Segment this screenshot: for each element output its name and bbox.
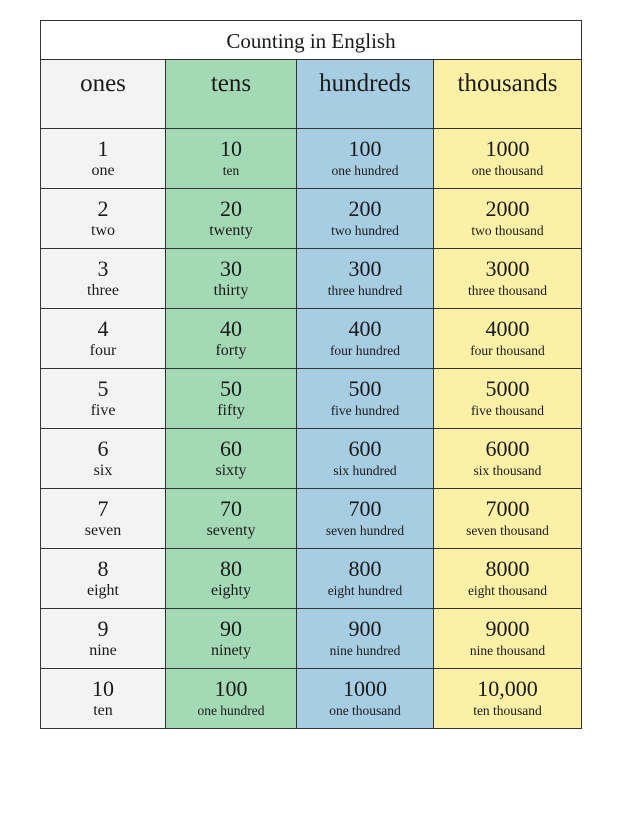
number-word: one hundred bbox=[197, 703, 265, 718]
cell-tens bbox=[165, 549, 296, 608]
number-word: seven hundred bbox=[325, 523, 405, 538]
number-value: 70 bbox=[220, 496, 242, 521]
number-word: four bbox=[89, 342, 117, 359]
number-word: eight bbox=[87, 582, 119, 599]
cell-thousands bbox=[433, 549, 581, 608]
number-value: 100 bbox=[214, 676, 248, 701]
cell-tens bbox=[165, 429, 296, 488]
number-value: 3 bbox=[97, 256, 109, 281]
number-word: six thousand bbox=[473, 463, 542, 478]
number-value: 5 bbox=[97, 376, 109, 401]
number-word: one hundred bbox=[331, 163, 399, 178]
cell-ones bbox=[41, 129, 165, 188]
table-row bbox=[41, 128, 581, 188]
cell-ones bbox=[41, 309, 165, 368]
cell-thousands bbox=[433, 249, 581, 308]
number-word: four hundred bbox=[329, 343, 401, 358]
number-value: 700 bbox=[348, 496, 382, 521]
cell-hundreds bbox=[296, 249, 433, 308]
number-value: 2000 bbox=[485, 196, 530, 221]
number-value: 30 bbox=[220, 256, 242, 281]
number-word: two bbox=[91, 222, 115, 239]
number-word: nine thousand bbox=[469, 643, 546, 658]
cell-tens bbox=[165, 129, 296, 188]
number-value: 50 bbox=[220, 376, 242, 401]
table-row bbox=[41, 248, 581, 308]
number-value: 600 bbox=[348, 436, 382, 461]
cell-ones bbox=[41, 369, 165, 428]
cell-hundreds bbox=[296, 429, 433, 488]
table-row bbox=[41, 188, 581, 248]
number-word: ninety bbox=[211, 642, 251, 659]
table-row bbox=[41, 488, 581, 548]
cell-thousands bbox=[433, 429, 581, 488]
number-word: eighty bbox=[211, 582, 251, 599]
number-value: 4 bbox=[97, 316, 109, 341]
number-value: 7000 bbox=[485, 496, 530, 521]
number-word: two hundred bbox=[331, 223, 399, 238]
number-value: 200 bbox=[348, 196, 382, 221]
table-row bbox=[41, 428, 581, 488]
number-value: 4000 bbox=[485, 316, 530, 341]
number-value: 1000 bbox=[485, 136, 530, 161]
number-word: two thousand bbox=[471, 223, 544, 238]
number-value: 10 bbox=[220, 136, 242, 161]
number-word: one thousand bbox=[329, 703, 401, 718]
table-row bbox=[41, 548, 581, 608]
cell-tens bbox=[165, 189, 296, 248]
number-word: seventy bbox=[206, 522, 256, 539]
number-value: 3000 bbox=[485, 256, 530, 281]
number-value: 9000 bbox=[485, 616, 530, 641]
cell-thousands bbox=[433, 129, 581, 188]
number-value: 6 bbox=[97, 436, 109, 461]
number-value: 40 bbox=[220, 316, 242, 341]
number-value: 400 bbox=[348, 316, 382, 341]
cell-tens bbox=[165, 669, 296, 728]
number-word: ten bbox=[222, 163, 240, 178]
cell-hundreds bbox=[296, 309, 433, 368]
number-value: 300 bbox=[348, 256, 382, 281]
table-row bbox=[41, 668, 581, 728]
cell-hundreds bbox=[296, 369, 433, 428]
number-word: sixty bbox=[215, 462, 247, 479]
number-word: six bbox=[93, 462, 113, 479]
cell-thousands bbox=[433, 369, 581, 428]
cell-hundreds bbox=[296, 129, 433, 188]
number-word: ten thousand bbox=[473, 703, 542, 718]
cell-ones bbox=[41, 489, 165, 548]
number-value: 900 bbox=[348, 616, 382, 641]
number-value: 5000 bbox=[485, 376, 530, 401]
number-value: 6000 bbox=[485, 436, 530, 461]
number-value: 90 bbox=[220, 616, 242, 641]
number-word: five hundred bbox=[330, 403, 400, 418]
header-hundreds: hundreds bbox=[296, 60, 433, 128]
cell-hundreds bbox=[296, 549, 433, 608]
number-value: 9 bbox=[97, 616, 109, 641]
number-value: 2 bbox=[97, 196, 109, 221]
cell-thousands bbox=[433, 609, 581, 668]
number-value: 1 bbox=[97, 136, 109, 161]
cell-thousands bbox=[433, 489, 581, 548]
cell-ones bbox=[41, 429, 165, 488]
cell-hundreds bbox=[296, 189, 433, 248]
table-row bbox=[41, 368, 581, 428]
cell-tens bbox=[165, 249, 296, 308]
table-row bbox=[41, 608, 581, 668]
number-word: four thousand bbox=[470, 343, 545, 358]
number-word: eight thousand bbox=[467, 583, 548, 598]
number-value: 10,000 bbox=[477, 676, 538, 701]
number-value: 60 bbox=[220, 436, 242, 461]
number-value: 7 bbox=[97, 496, 109, 521]
number-word: seven bbox=[84, 522, 122, 539]
number-value: 800 bbox=[348, 556, 382, 581]
number-value: 20 bbox=[220, 196, 242, 221]
counting-table bbox=[40, 20, 582, 729]
number-word: nine bbox=[89, 642, 117, 659]
number-word: thirty bbox=[213, 282, 249, 299]
header-ones: ones bbox=[41, 60, 165, 128]
number-word: nine hundred bbox=[329, 643, 401, 658]
cell-thousands bbox=[433, 669, 581, 728]
cell-hundreds bbox=[296, 609, 433, 668]
cell-ones bbox=[41, 249, 165, 308]
header-row bbox=[41, 60, 581, 128]
number-word: three hundred bbox=[327, 283, 403, 298]
cell-ones bbox=[41, 549, 165, 608]
number-word: fifty bbox=[217, 402, 245, 419]
number-word: twenty bbox=[209, 222, 253, 239]
header-tens: tens bbox=[165, 60, 296, 128]
number-word: five thousand bbox=[470, 403, 545, 418]
number-value: 500 bbox=[348, 376, 382, 401]
number-value: 10 bbox=[92, 676, 114, 701]
number-word: six hundred bbox=[333, 463, 397, 478]
cell-hundreds bbox=[296, 489, 433, 548]
cell-tens bbox=[165, 309, 296, 368]
number-word: one bbox=[91, 162, 115, 179]
header-thousands: thousands bbox=[433, 60, 581, 128]
number-word: forty bbox=[215, 342, 247, 359]
number-word: seven thousand bbox=[466, 523, 549, 538]
cell-tens bbox=[165, 489, 296, 548]
number-value: 8000 bbox=[485, 556, 530, 581]
cell-thousands bbox=[433, 309, 581, 368]
number-value: 1000 bbox=[343, 676, 387, 701]
table-body bbox=[41, 128, 581, 728]
number-value: 100 bbox=[348, 136, 382, 161]
cell-thousands bbox=[433, 189, 581, 248]
cell-ones bbox=[41, 189, 165, 248]
cell-tens bbox=[165, 369, 296, 428]
cell-ones bbox=[41, 609, 165, 668]
number-word: three bbox=[87, 282, 119, 299]
cell-hundreds bbox=[296, 669, 433, 728]
table-title: Counting in English bbox=[41, 21, 581, 60]
number-word: one thousand bbox=[471, 163, 544, 178]
number-word: five bbox=[90, 402, 116, 419]
number-word: three thousand bbox=[467, 283, 548, 298]
number-value: 8 bbox=[97, 556, 109, 581]
number-value: 80 bbox=[220, 556, 242, 581]
cell-tens bbox=[165, 609, 296, 668]
number-word: ten bbox=[93, 702, 113, 719]
number-word: eight hundred bbox=[327, 583, 403, 598]
table-row bbox=[41, 308, 581, 368]
cell-ones bbox=[41, 669, 165, 728]
